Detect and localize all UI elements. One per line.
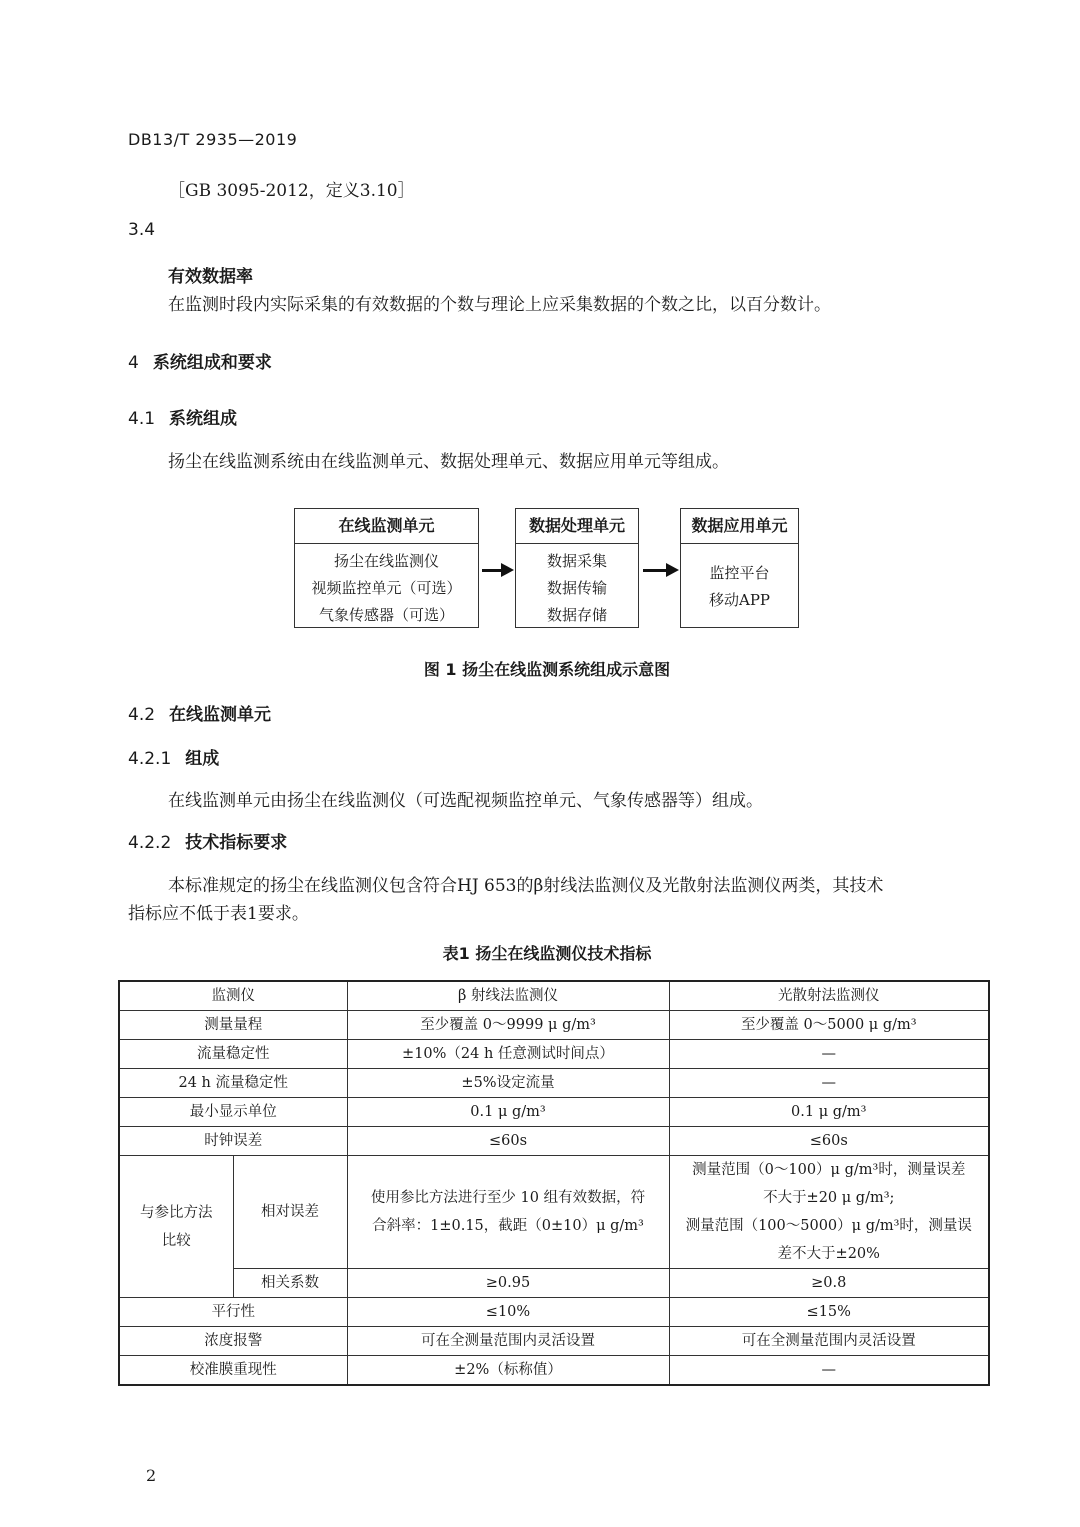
figure-box-title: 在线监测单元 <box>295 509 478 544</box>
table-row <box>119 1327 989 1356</box>
figure-box-line: 数据采集 <box>546 552 607 570</box>
compare-group-label-line: 比较 <box>161 1232 191 1249</box>
figure-box-line: 气象传感器（可选） <box>318 606 454 624</box>
page-number: 2 <box>146 1466 157 1485</box>
figure-box-online-monitoring <box>294 508 479 628</box>
beta-cell: 至少覆盖 0～9999 μ g/m³ <box>347 1011 669 1040</box>
relative-error-light-line: 差不大于±20% <box>777 1246 880 1262</box>
table-row <box>119 1011 989 1040</box>
section-4-2-title: 在线监测单元 <box>169 705 272 725</box>
section-4-2-1-number: 4.2.1 <box>128 749 172 769</box>
section-4-1-heading <box>128 404 237 429</box>
section-4-1-number: 4.1 <box>128 409 156 429</box>
light-cell: — <box>669 1356 989 1386</box>
figure-box-data-application <box>680 508 799 628</box>
beta-cell: 可在全测量范围内灵活设置 <box>347 1327 669 1356</box>
section-4-2-2-heading <box>128 828 287 853</box>
figure-box-line: 数据传输 <box>546 579 607 597</box>
reference-note: ［GB 3095-2012，定义3.10］ <box>168 181 415 201</box>
table-header-cell: 监测仪 <box>119 981 347 1011</box>
standard-code: DB13/T 2935—2019 <box>128 130 298 149</box>
row-label: 最小显示单位 <box>119 1098 347 1127</box>
table-header-cell: 光散射法监测仪 <box>669 981 989 1011</box>
section-4-number: 4 <box>128 353 139 373</box>
light-cell: ≤60s <box>669 1127 989 1156</box>
row-label: 校准膜重现性 <box>119 1356 347 1386</box>
figure-caption: 图 1 扬尘在线监测系统组成示意图 <box>423 660 671 679</box>
section-4-2-2-number: 4.2.2 <box>128 833 172 853</box>
relative-error-beta <box>347 1156 669 1269</box>
relative-error-beta-line: 合斜率：1±0.15，截距（0±10）μ g/m³ <box>372 1218 644 1234</box>
table-row <box>119 1040 989 1069</box>
figure-box-title: 数据处理单元 <box>516 509 638 544</box>
relative-error-light-line: 测量范围（0～100）μ g/m³时，测量误差 <box>692 1162 966 1178</box>
table-row <box>119 1098 989 1127</box>
table-row <box>119 1298 989 1327</box>
figure-box-line: 数据存储 <box>546 606 607 624</box>
correlation-light: ≥0.8 <box>669 1269 989 1298</box>
correlation-label: 相关系数 <box>233 1269 347 1298</box>
table-header-row <box>119 981 989 1011</box>
relative-error-light-line: 不大于±20 μ g/m³; <box>763 1190 895 1206</box>
light-cell: 至少覆盖 0～5000 μ g/m³ <box>669 1011 989 1040</box>
relative-error-light <box>669 1156 989 1269</box>
figure-box-line: 移动APP <box>708 591 771 609</box>
table-row <box>119 1127 989 1156</box>
table-header-cell: β 射线法监测仪 <box>347 981 669 1011</box>
light-cell: 0.1 μ g/m³ <box>669 1098 989 1127</box>
term-valid-data-rate: 有效数据率 <box>168 267 253 287</box>
section-4-2-1-title: 组成 <box>185 749 220 769</box>
light-cell: — <box>669 1040 989 1069</box>
figure-box-line: 视频监控单元（可选） <box>311 579 462 597</box>
figure-box-line: 扬尘在线监测仪 <box>333 552 439 570</box>
figure-box-data-processing <box>515 508 639 628</box>
compare-group-label <box>119 1156 233 1298</box>
relative-error-beta-line: 使用参比方法进行至少 10 组有效数据，符 <box>370 1190 646 1206</box>
beta-cell: ≤60s <box>347 1127 669 1156</box>
section-4-2-2-body-line1: 本标准规定的扬尘在线监测仪包含符合HJ 653的β射线法监测仪及光散射法监测仪两类，其技术 <box>168 876 884 896</box>
row-label: 平行性 <box>119 1298 347 1327</box>
row-label: 流量稳定性 <box>119 1040 347 1069</box>
section-4-heading <box>128 348 272 373</box>
section-4-2-number: 4.2 <box>128 705 156 725</box>
light-cell: 可在全测量范围内灵活设置 <box>669 1327 989 1356</box>
row-label: 测量量程 <box>119 1011 347 1040</box>
light-cell: ≤15% <box>669 1298 989 1327</box>
section-4-1-body: 扬尘在线监测系统由在线监测单元、数据处理单元、数据应用单元等组成。 <box>168 452 729 472</box>
section-4-2-1-heading <box>128 744 219 769</box>
table-row <box>119 1356 989 1386</box>
table-row-correlation <box>119 1269 989 1298</box>
row-label: 24 h 流量稳定性 <box>119 1069 347 1098</box>
section-4-title: 系统组成和要求 <box>152 353 272 373</box>
term-definition: 在监测时段内实际采集的有效数据的个数与理论上应采集数据的个数之比，以百分数计。 <box>168 295 831 315</box>
section-4-2-2-title: 技术指标要求 <box>185 833 288 853</box>
beta-cell: ≤10% <box>347 1298 669 1327</box>
light-cell: — <box>669 1069 989 1098</box>
beta-cell: ±5%设定流量 <box>347 1069 669 1098</box>
section-4-2-1-body: 在线监测单元由扬尘在线监测仪（可选配视频监控单元、气象传感器等）组成。 <box>168 791 763 811</box>
row-label: 时钟误差 <box>119 1127 347 1156</box>
relative-error-light-line: 测量范围（100～5000）μ g/m³时，测量误 <box>685 1218 972 1234</box>
table-row-relative-error <box>119 1156 989 1269</box>
figure-box-line: 监控平台 <box>709 564 770 582</box>
correlation-beta: ≥0.95 <box>347 1269 669 1298</box>
spec-table <box>118 980 990 1386</box>
section-4-2-2-body-line2: 指标应不低于表1要求。 <box>128 904 309 924</box>
compare-group-label-line: 与参比方法 <box>140 1204 213 1221</box>
beta-cell: ±2%（标称值） <box>347 1356 669 1386</box>
figure-box-title: 数据应用单元 <box>681 509 798 544</box>
section-4-1-title: 系统组成 <box>169 409 238 429</box>
table-caption: 表1 扬尘在线监测仪技术指标 <box>442 944 652 963</box>
section-4-2-heading <box>128 700 271 725</box>
beta-cell: ±10%（24 h 任意测试时间点） <box>347 1040 669 1069</box>
section-3-4-number: 3.4 <box>128 220 156 240</box>
row-label: 浓度报警 <box>119 1327 347 1356</box>
beta-cell: 0.1 μ g/m³ <box>347 1098 669 1127</box>
table-row <box>119 1069 989 1098</box>
relative-error-label: 相对误差 <box>233 1156 347 1269</box>
